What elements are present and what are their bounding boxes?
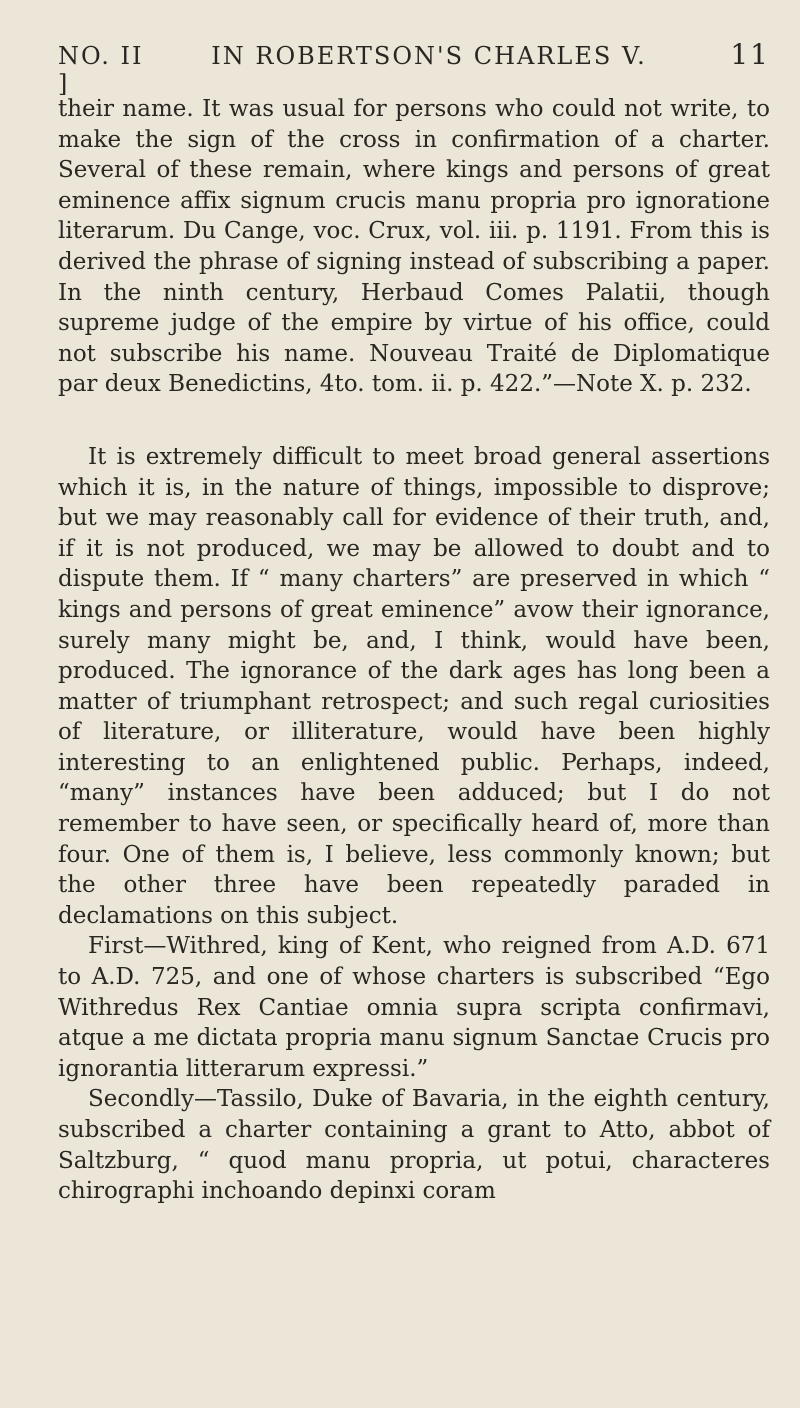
- paragraph-gap: [58, 400, 770, 442]
- running-title: IN ROBERTSON'S CHARLES V.: [211, 42, 647, 70]
- paragraph-first-example: First—Withred, king of Kent, who reigned from A.D. 671 to A.D. 725, and one of whose charters is subscribed “Ego Withredus Rex Cantiae omnia supra scripta confirmavi, atque a me dictata propria manu signum Sanctae Crucis pro ignorantia litterarum expressi.”: [58, 933, 770, 1082]
- running-header: [58, 38, 770, 98]
- paragraph-main: It is extremely difficult to meet broad general assertions which it is, in the nature of things, impossible to disprove; but we may reasonably call for evidence of their truth, and, if it is not produced, we may be allowed to doubt and to dispute them. If “ many charters” are preserved in which “ kings and persons of great eminence” avow their ignorance, surely many might be, and, I think, would have been, produced. The ignorance of the dark ages has long been a matter of triumphant retrospect; and such regal curiosities of literature, or illiterature, would have been highly interesting to an enlightened public. Perhaps, indeed, “many” instances have been adduced; but I do not remember to have seen, or specifically heard of, more than four. One of them is, I believe, less commonly known; but the other three have been repeatedly paraded in declamations on this subject.: [58, 443, 770, 929]
- paragraph-second-example: Secondly—Tassilo, Duke of Bavaria, in the eighth century, subscribed a charter containing a grant to Atto, abbot of Saltzburg, “ quod manu propria, ut potui, characteres chirographi inchoando depinxi coram: [58, 1086, 770, 1205]
- page-number: 11: [730, 38, 770, 71]
- section-number: NO. II ]: [58, 42, 144, 98]
- paragraph-footnote-continuation: their name. It was usual for persons who could not write, to make the sign of the cross in confirmation of a charter. Several of these remain, where kings and persons of great eminence affix signum crucis manu propria pro ignoratione literarum. Du Cange, voc. Crux, vol. iii. p. 1191. From this is derived the phrase of signing instead of subscribing a paper. In the ninth century, Herbaud Comes Palatii, though supreme judge of the empire by virtue of his office, could not subscribe his name. Nouveau Traité de Diplomatique par deux Benedictins, 4to. tom. ii. p. 422.”—Note X. p. 232.: [58, 96, 770, 398]
